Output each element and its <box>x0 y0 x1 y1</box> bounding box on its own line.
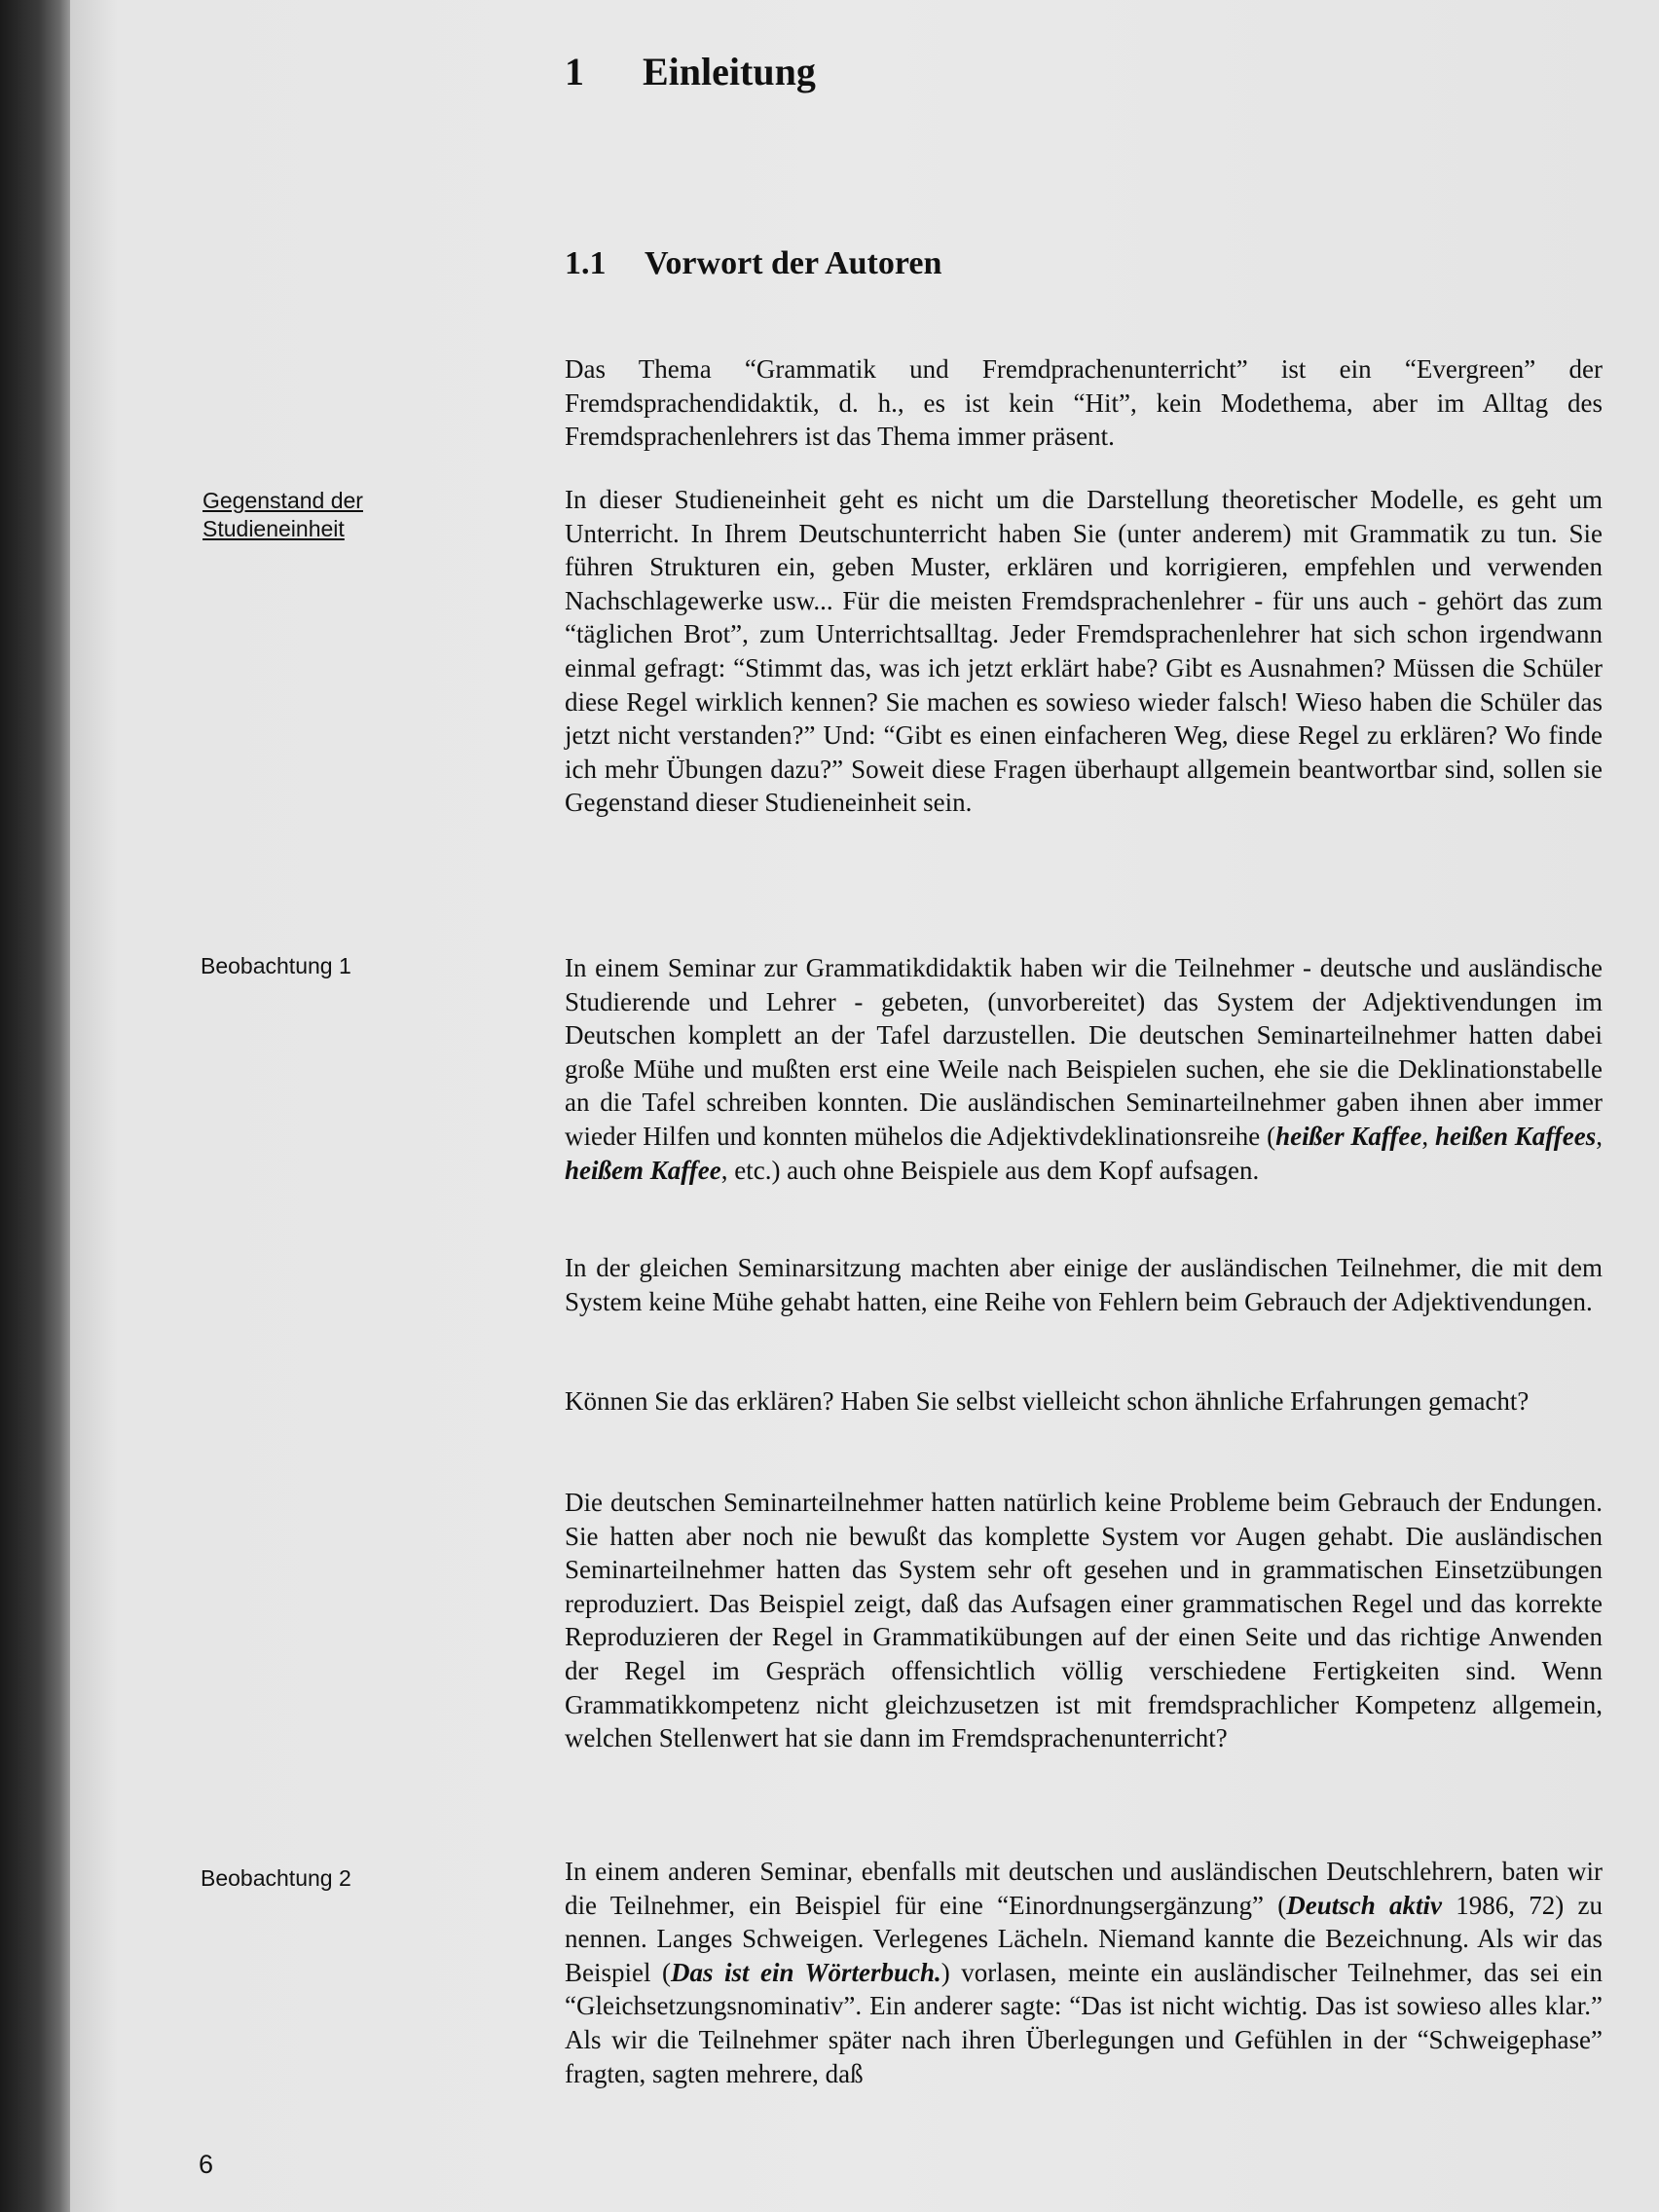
example-separator-2: , <box>1596 1121 1604 1151</box>
paragraph-intro: Das Thema “Grammatik und Fremdprachenunterricht” ist ein “Evergreen” der Fremdsprachendidaktik, d. h., es ist kein “Hit”, kein Modethema, aber im Alltag des Fremdsprachenlehrers ist das Thema immer präsent. <box>565 354 1603 452</box>
example-separator-1: , <box>1421 1121 1435 1151</box>
margin-note-beobachtung-2: Beobachtung 2 <box>201 1865 351 1891</box>
source-title-aktiv: aktiv <box>1389 1890 1443 1920</box>
source-title-deutsch: Deutsch <box>1286 1890 1376 1920</box>
paragraph-beobachtung-2-text-c: ) vorlasen, meinte ein ausländischer Teilnehmer, das sei ein “Gleichsetzungsnominativ”. Ein anderer sagte: “Das ist nicht wichtig. Das ist sowieso alles klar.” Als wir die Teilnehmer später nach ihren Überlegungen und Gefühlen in der “Schweigephase” fragten, sagten mehrere, daß <box>565 1957 1603 2088</box>
section-heading <box>565 245 941 282</box>
paragraph-beobachtung-2-text-a: In einem anderen Seminar, ebenfalls mit deutschen und ausländischen Deutschlehrern, baten wir die Teilnehmer, ein Beispiel für eine “Einordnungsergänzung” ( <box>565 1857 1603 1920</box>
example-heissen-kaffees: heißen Kaffees <box>1434 1121 1597 1151</box>
example-woerterbuch: Das ist ein Wörterbuch. <box>670 1957 941 1987</box>
chapter-heading <box>565 49 816 94</box>
margin-note-gegenstand: Gegenstand der Studieneinheit <box>203 488 363 541</box>
paragraph-gegenstand: In dieser Studieneinheit geht es nicht um die Darstellung theoretischer Modelle, es geht um Unterricht. In Ihrem Deutschunterricht haben Sie (unter anderem) mit Grammatik zu tun. Sie führen Strukturen ein, geben Muster, erklären und korrigieren, empfehlen und verwenden Nachschlagewerke usw... Für die meisten Fremdsprachenlehrer - für uns auch - gehört das zum “täglichen Brot”, zum Unterrichtsalltag. Jeder Fremdsprachenlehrer hat sich schon irgendwann einmal gefragt: “Stimmt das, was ich jetzt erklärt habe? Gibt es Ausnahmen? Müssen die Schüler diese Regel wirklich kennen? Sie machen es sowieso wieder falsch! Wieso haben die Schüler das jetzt nicht verstanden?” Und: “Gibt es einen einfacheren Weg, diese Regel zu erklären? Wo finde ich mehr Übungen dazu?” Soweit diese Fragen überhaupt allgemein beantwortbar sind, sollen sie Gegenstand dieser Studieneinheit sein. <box>565 485 1603 818</box>
section-title: Vorwort der Autoren <box>645 245 942 281</box>
margin-note-beobachtung-1: Beobachtung 1 <box>201 953 351 978</box>
paragraph-beobachtung-2-text-b: 1986, 72) zu nennen. Langes Schweigen. Verlegenes Lächeln. Niemand kannte die Bezeichnung. Als wir das Beispiel ( <box>565 1890 1603 1987</box>
paragraph-erklaerung: Die deutschen Seminarteilnehmer hatten natürlich keine Probleme beim Gebrauch der Endungen. Sie hatten aber noch nie bewußt das komplette System vor Augen gehabt. Die ausländischen Seminarteilnehmer hatten das System sehr oft gesehen und in grammatischen Einsetzübungen reproduziert. Das Beispiel zeigt, daß das Aufsagen einer grammatischen Regel und das korrekte Reproduzieren der Regel in Grammatikübungen auf der einen Seite und das richtige Anwenden der Regel im Gespräch offensichtlich völlig verschiedene Fertigkeiten sind. Wenn Grammatikkompetenz nicht gleichzusetzen ist mit fremdsprachlicher Kompetenz allgemein, welchen Stellenwert hat sie dann im Fremdsprachenunterricht? <box>565 1488 1603 1753</box>
paragraph-beobachtung-1-text-a: In einem Seminar zur Grammatikdidaktik haben wir die Teilnehmer - deutsche und ausländische Studierende und Lehrer - gebeten, (unvorbereitet) das System der Adjektivendungen im Deutschen komplett an der Tafel darzustellen. Die deutschen Seminarteilnehmer hatten dabei große Mühe und mußten erst eine Weile nach Beispielen suchen, ehe sie die Deklinationstabelle an die Tafel schreiben konnten. Die ausländischen Seminarteilnehmer gaben ihnen aber immer wieder Hilfen und konnten mühelos die Adjektivdeklinationsreihe ( <box>565 953 1603 1151</box>
chapter-title: Einleitung <box>643 50 816 93</box>
source-title-separator <box>1376 1891 1389 1920</box>
chapter-number: 1 <box>565 50 584 93</box>
paragraph-beobachtung-2 <box>565 1855 1603 2090</box>
section-number: 1.1 <box>565 245 607 281</box>
book-binding-edge <box>0 0 70 2212</box>
paragraph-beobachtung-1 <box>565 951 1603 1187</box>
example-heisser-kaffee: heißer Kaffee <box>1275 1121 1422 1151</box>
paragraph-fehler: In der gleichen Seminarsitzung machten aber einige der ausländischen Teilnehmer, die mit dem System keine Mühe gehabt hatten, eine Reihe von Fehlern beim Gebrauch der Adjektivendungen. <box>565 1253 1603 1316</box>
example-heissem-kaffee: heißem Kaffee <box>565 1155 721 1185</box>
paragraph-frage: Können Sie das erklären? Haben Sie selbst vielleicht schon ähnliche Erfahrungen gemacht? <box>565 1386 1530 1416</box>
paragraph-beobachtung-1-text-b: , etc.) auch ohne Beispiele aus dem Kopf aufsagen. <box>720 1155 1260 1185</box>
document-page <box>70 0 1659 2212</box>
page-number: 6 <box>199 2150 214 2179</box>
